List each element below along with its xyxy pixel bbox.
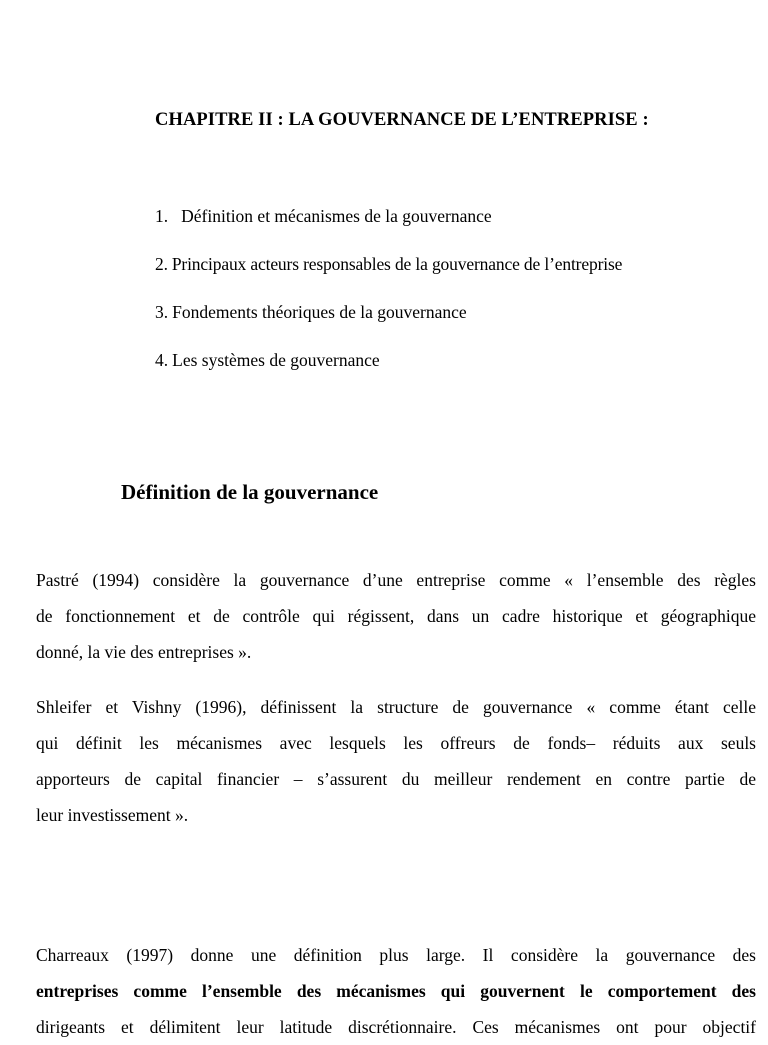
paragraph-line: apporteurs de capital financier – s’assurent du meilleur rendement en contre partie de <box>36 769 756 789</box>
paragraph-pastre <box>36 562 756 670</box>
paragraph-line: leur investissement ». <box>36 805 189 825</box>
toc-item-label: Principaux acteurs responsables de la gouvernance de l’entreprise <box>171 254 623 274</box>
paragraph-line: Charreaux (1997) donne une définition plus large. Il considère la gouvernance des <box>36 945 756 965</box>
toc-item-number: 4. <box>155 350 169 370</box>
toc-item-number: 1. <box>155 206 169 226</box>
paragraph-line: de fonctionnement et de contrôle qui régissent, dans un cadre historique et géographique <box>36 606 756 626</box>
paragraph-line: entreprises comme l’ensemble des mécanismes qui gouvernent le comportement des <box>36 981 756 1001</box>
section-heading: Définition de la gouvernance <box>121 480 379 504</box>
paragraph-line: qui définit les mécanismes avec lesquels les offreurs de fonds– réduits aux seuls <box>36 733 756 753</box>
paragraph-line: dirigeants et délimitent leur latitude discrétionnaire. Ces mécanismes ont pour objectif <box>36 1017 756 1037</box>
toc-item-label: Fondements théoriques de la gouvernance <box>172 302 467 322</box>
toc-item-2 <box>155 254 622 275</box>
toc-item-3 <box>155 302 467 323</box>
toc-item-4 <box>155 350 380 371</box>
toc-item-number: 3. <box>155 302 169 322</box>
paragraph-shleifer-vishny <box>36 689 756 833</box>
toc-item-1 <box>155 206 492 227</box>
chapter-title: CHAPITRE II : LA GOUVERNANCE DE L’ENTREPRISE : <box>155 110 649 130</box>
paragraph-line: Shleifer et Vishny (1996), définissent la structure de gouvernance « comme étant celle <box>36 697 756 717</box>
toc-item-label: Définition et mécanismes de la gouvernance <box>181 206 492 226</box>
paragraph-line: donné, la vie des entreprises ». <box>36 642 252 662</box>
toc-item-label: Les systèmes de gouvernance <box>172 350 380 370</box>
paragraph-charreaux <box>36 937 756 1045</box>
paragraph-line: Pastré (1994) considère la gouvernance d’une entreprise comme « l’ensemble des règles <box>36 570 756 590</box>
toc-item-number: 2. <box>155 254 168 274</box>
